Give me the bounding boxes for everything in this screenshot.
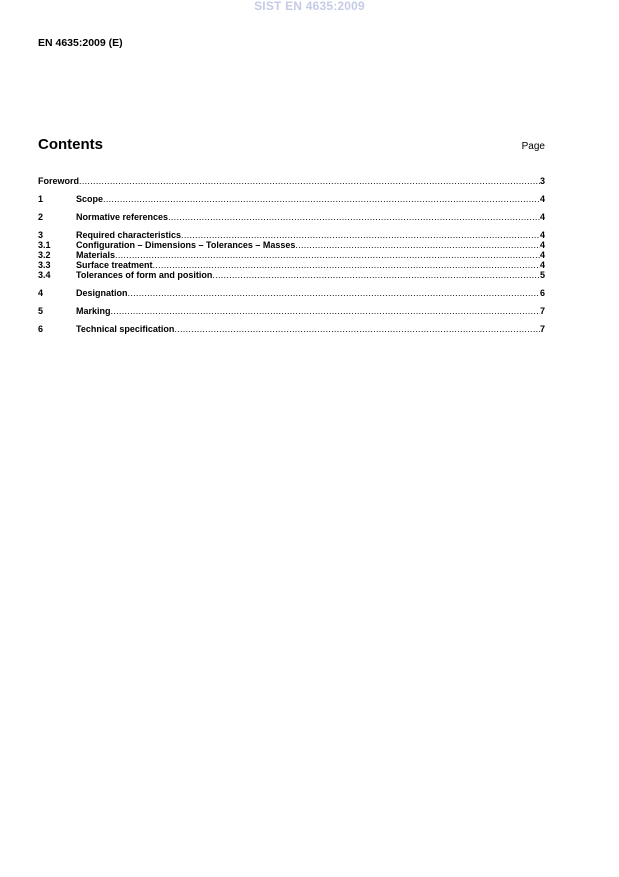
dot-leader xyxy=(168,212,540,222)
toc-entry-configuration[interactable] xyxy=(38,240,545,250)
dot-leader xyxy=(115,250,540,260)
toc-entry-surface-treatment[interactable] xyxy=(38,260,545,270)
dot-leader xyxy=(181,230,540,240)
toc-entry-number: 2 xyxy=(38,212,44,222)
dot-leader xyxy=(103,194,540,204)
toc-entry-page: 4 xyxy=(539,230,545,240)
toc-entry-number: 5 xyxy=(38,306,44,316)
toc-entry-number: 6 xyxy=(38,324,44,334)
toc-entry-title: Materials xyxy=(76,250,116,260)
toc-entry-number: 3.1 xyxy=(38,240,51,250)
dot-leader xyxy=(212,270,540,280)
toc-entry-designation[interactable] xyxy=(38,288,545,298)
document-id: EN 4635:2009 (E) xyxy=(38,37,123,49)
toc-entry-page: 6 xyxy=(539,288,545,298)
toc-entry-page: 5 xyxy=(539,270,545,280)
contents-heading: Contents xyxy=(38,136,103,153)
toc-entry-page: 4 xyxy=(539,250,545,260)
toc-entry-marking[interactable] xyxy=(38,306,545,316)
toc-entry-title: Tolerances of form and position xyxy=(76,270,213,280)
page-column-label: Page xyxy=(521,141,545,152)
watermark-text: SIST EN 4635:2009 xyxy=(254,0,365,13)
toc-entry-foreword[interactable] xyxy=(38,176,545,186)
toc-entry-materials[interactable] xyxy=(38,250,545,260)
toc-entry-page: 7 xyxy=(539,306,545,316)
toc-entry-normative-references[interactable] xyxy=(38,212,545,222)
toc-entry-page: 4 xyxy=(539,212,545,222)
dot-leader xyxy=(128,288,540,298)
toc-entry-title: Configuration – Dimensions – Tolerances – Masses xyxy=(76,240,296,250)
toc-entry-title: Marking xyxy=(76,306,111,316)
toc-entry-title: Scope xyxy=(76,194,104,204)
dot-leader xyxy=(295,240,540,250)
dot-leader xyxy=(79,176,540,186)
toc-entry-number: 3.2 xyxy=(38,250,51,260)
toc-entry-number: 1 xyxy=(38,194,44,204)
toc-entry-number: 3.4 xyxy=(38,270,51,280)
toc-entry-page: 3 xyxy=(539,176,545,186)
toc-entry-page: 7 xyxy=(539,324,545,334)
toc-entry-title: Surface treatment xyxy=(76,260,153,270)
dot-leader xyxy=(174,324,540,334)
toc-entry-required-characteristics[interactable] xyxy=(38,230,545,240)
toc-entry-page: 4 xyxy=(539,240,545,250)
toc-entry-title: Designation xyxy=(76,288,128,298)
dot-leader xyxy=(111,306,540,316)
toc-entry-title: Required characteristics xyxy=(76,230,182,240)
toc-entry-scope[interactable] xyxy=(38,194,545,204)
toc-entry-number: 3 xyxy=(38,230,44,240)
toc-entry-page: 4 xyxy=(539,194,545,204)
table-of-contents xyxy=(38,176,545,334)
toc-entry-number: 4 xyxy=(38,288,44,298)
toc-entry-title: Foreword xyxy=(38,176,80,186)
toc-entry-tolerances-of-form[interactable] xyxy=(38,270,545,280)
toc-entry-number: 3.3 xyxy=(38,260,51,270)
toc-entry-page: 4 xyxy=(539,260,545,270)
toc-entry-title: Normative references xyxy=(76,212,169,222)
dot-leader xyxy=(153,260,540,270)
toc-entry-technical-specification[interactable] xyxy=(38,324,545,334)
toc-entry-title: Technical specification xyxy=(76,324,175,334)
